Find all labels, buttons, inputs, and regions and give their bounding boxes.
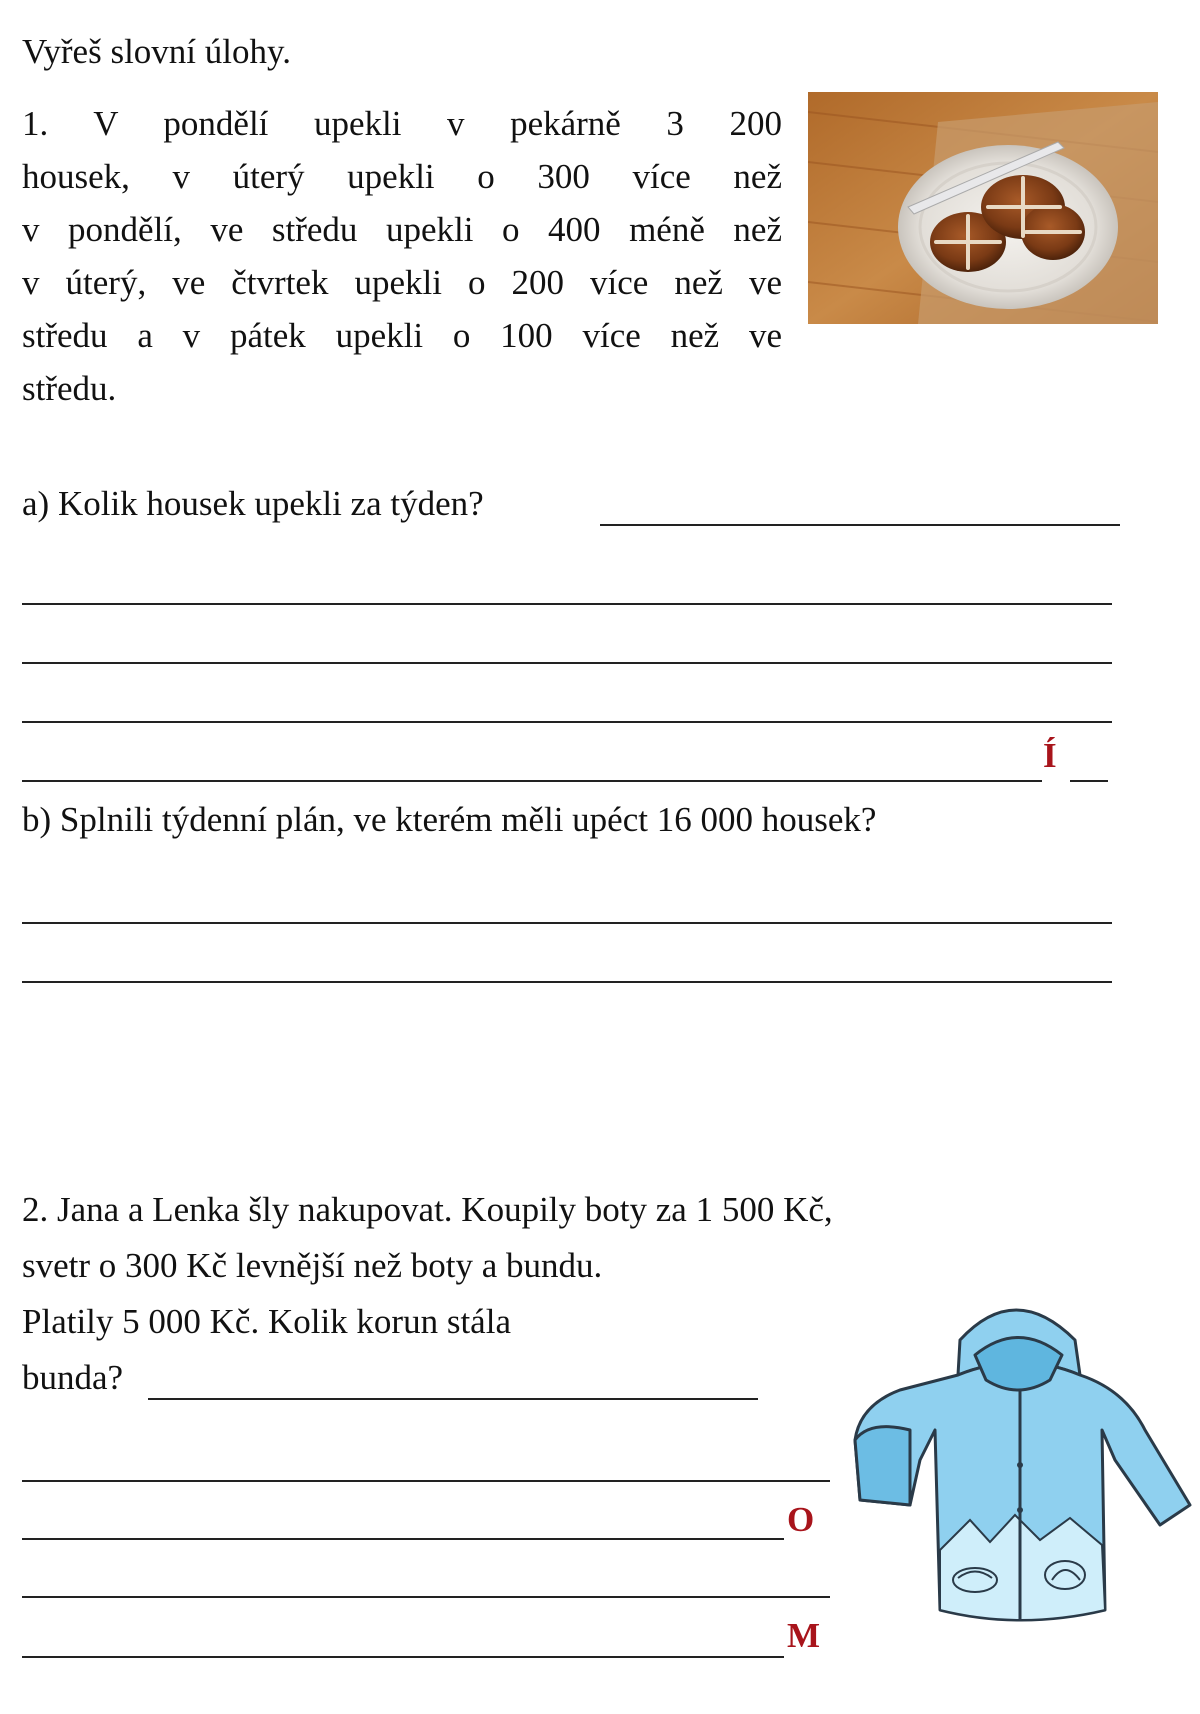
task2-line-2: svetr o 300 Kč levnější než boty a bundu. [22,1246,603,1285]
blue-jacket-drawing [840,1280,1195,1650]
question-b: b) Splnili týdenní plán, ve kterém měli upéct 16 000 housek? [22,800,877,839]
task2-line-4: bunda? [22,1358,124,1397]
question-a: a) Kolik housek upekli za týden? [22,484,484,523]
answer-line[interactable] [22,662,1112,664]
page-heading: Vyřeš slovní úlohy. [22,32,291,71]
buns-on-plate-photo [808,92,1158,324]
answer-line[interactable] [22,1596,830,1598]
answer-line[interactable] [22,1656,784,1658]
answer-line-task2[interactable] [148,1398,758,1400]
solution-letter: M [787,1616,821,1655]
answer-line[interactable] [22,721,1112,723]
task1-line-1: 1. V pondělí upekli v pekárně 3 200 [22,104,782,143]
solution-letter: O [787,1500,815,1539]
answer-line[interactable] [22,1538,784,1540]
task1-line-4: v úterý, ve čtvrtek upekli o 200 více než ve [22,263,782,302]
answer-line-a[interactable] [600,524,1120,526]
task1-line-5: středu a v pátek upekli o 100 více než ve [22,316,782,355]
solution-letter: Í [1043,736,1057,775]
task2-line-3: Platily 5 000 Kč. Kolik korun stála [22,1302,511,1341]
answer-line[interactable] [1070,780,1108,782]
answer-line[interactable] [22,981,1112,983]
task1-line-2: housek, v úterý upekli o 300 více než [22,157,782,196]
task2-line-1: 2. Jana a Lenka šly nakupovat. Koupily boty za 1 500 Kč, [22,1190,833,1229]
answer-line[interactable] [22,1480,830,1482]
answer-line[interactable] [22,780,1042,782]
task1-line-6: středu. [22,369,117,408]
task1-line-3: v pondělí, ve středu upekli o 400 méně než [22,210,782,249]
answer-line[interactable] [22,922,1112,924]
answer-line[interactable] [22,603,1112,605]
